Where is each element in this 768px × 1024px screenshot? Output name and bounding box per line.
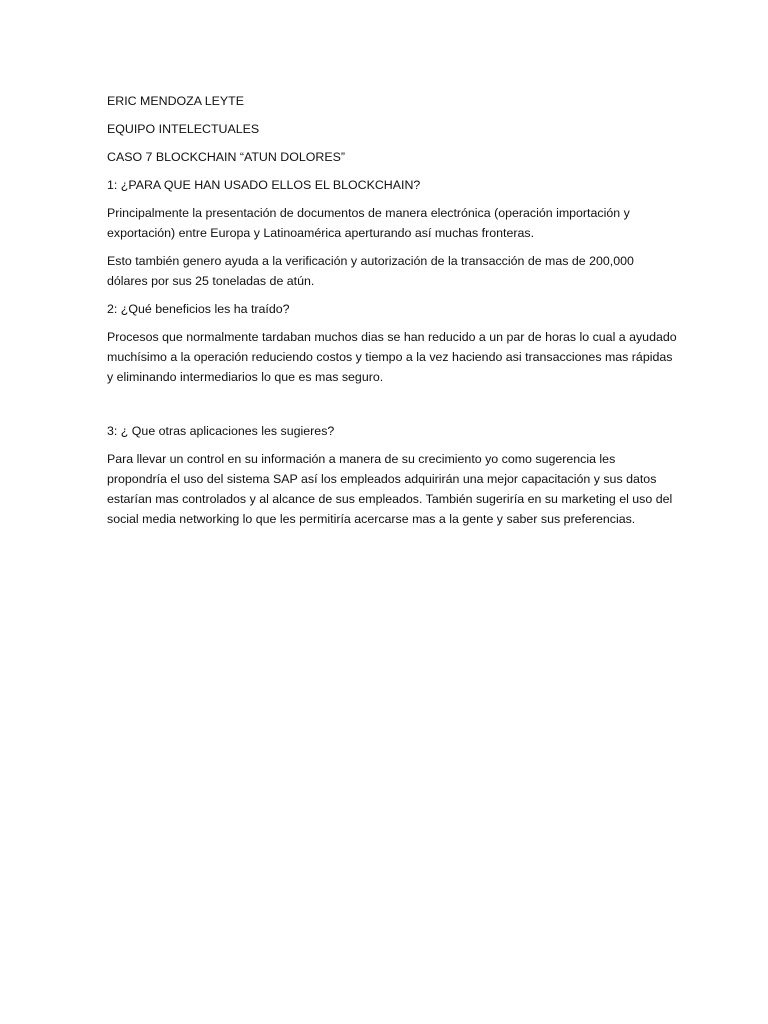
question-3: 3: ¿ Que otras aplicaciones les sugieres? (107, 424, 335, 438)
case-title: CASO 7 BLOCKCHAIN “ATUN DOLORES” (107, 150, 345, 164)
answer-2: Procesos que normalmente tardaban muchos dias se han reducido a un par de horas lo cual a ayudado muchísimo a la operación reduciendo costos y tiempo a la vez haciendo asi transacciones mas rápidas y eliminando intermediarios lo que es mas seguro. (107, 330, 677, 384)
question-1: 1: ¿PARA QUE HAN USADO ELLOS EL BLOCKCHAIN? (107, 178, 421, 192)
answer-1-paragraph-1: Principalmente la presentación de documentos de manera electrónica (operación importación y exportación) entre Europa y Latinoamérica aperturando así muchas fronteras. (107, 206, 630, 240)
answer-3: Para llevar un control en su información a manera de su crecimiento yo como sugerencia les propondría el uso del sistema SAP así los empleados adquirirán una mejor capacitación y sus datos estarían mas controlados y al alcance de sus empleados. También sugeriría en su marketing el uso del social media networking lo que les permitiría acercarse mas a la gente y saber sus preferencias. (107, 452, 673, 526)
team-name: EQUIPO INTELECTUALES (107, 122, 260, 136)
answer-1-paragraph-2: Esto también genero ayuda a la verificación y autorización de la transacción de mas de 200,000 dólares por sus 25 toneladas de atún. (107, 254, 634, 288)
question-2: 2: ¿Qué beneficios les ha traído? (107, 302, 290, 316)
document-body (107, 91, 677, 529)
author-name: ERIC MENDOZA LEYTE (107, 94, 245, 108)
